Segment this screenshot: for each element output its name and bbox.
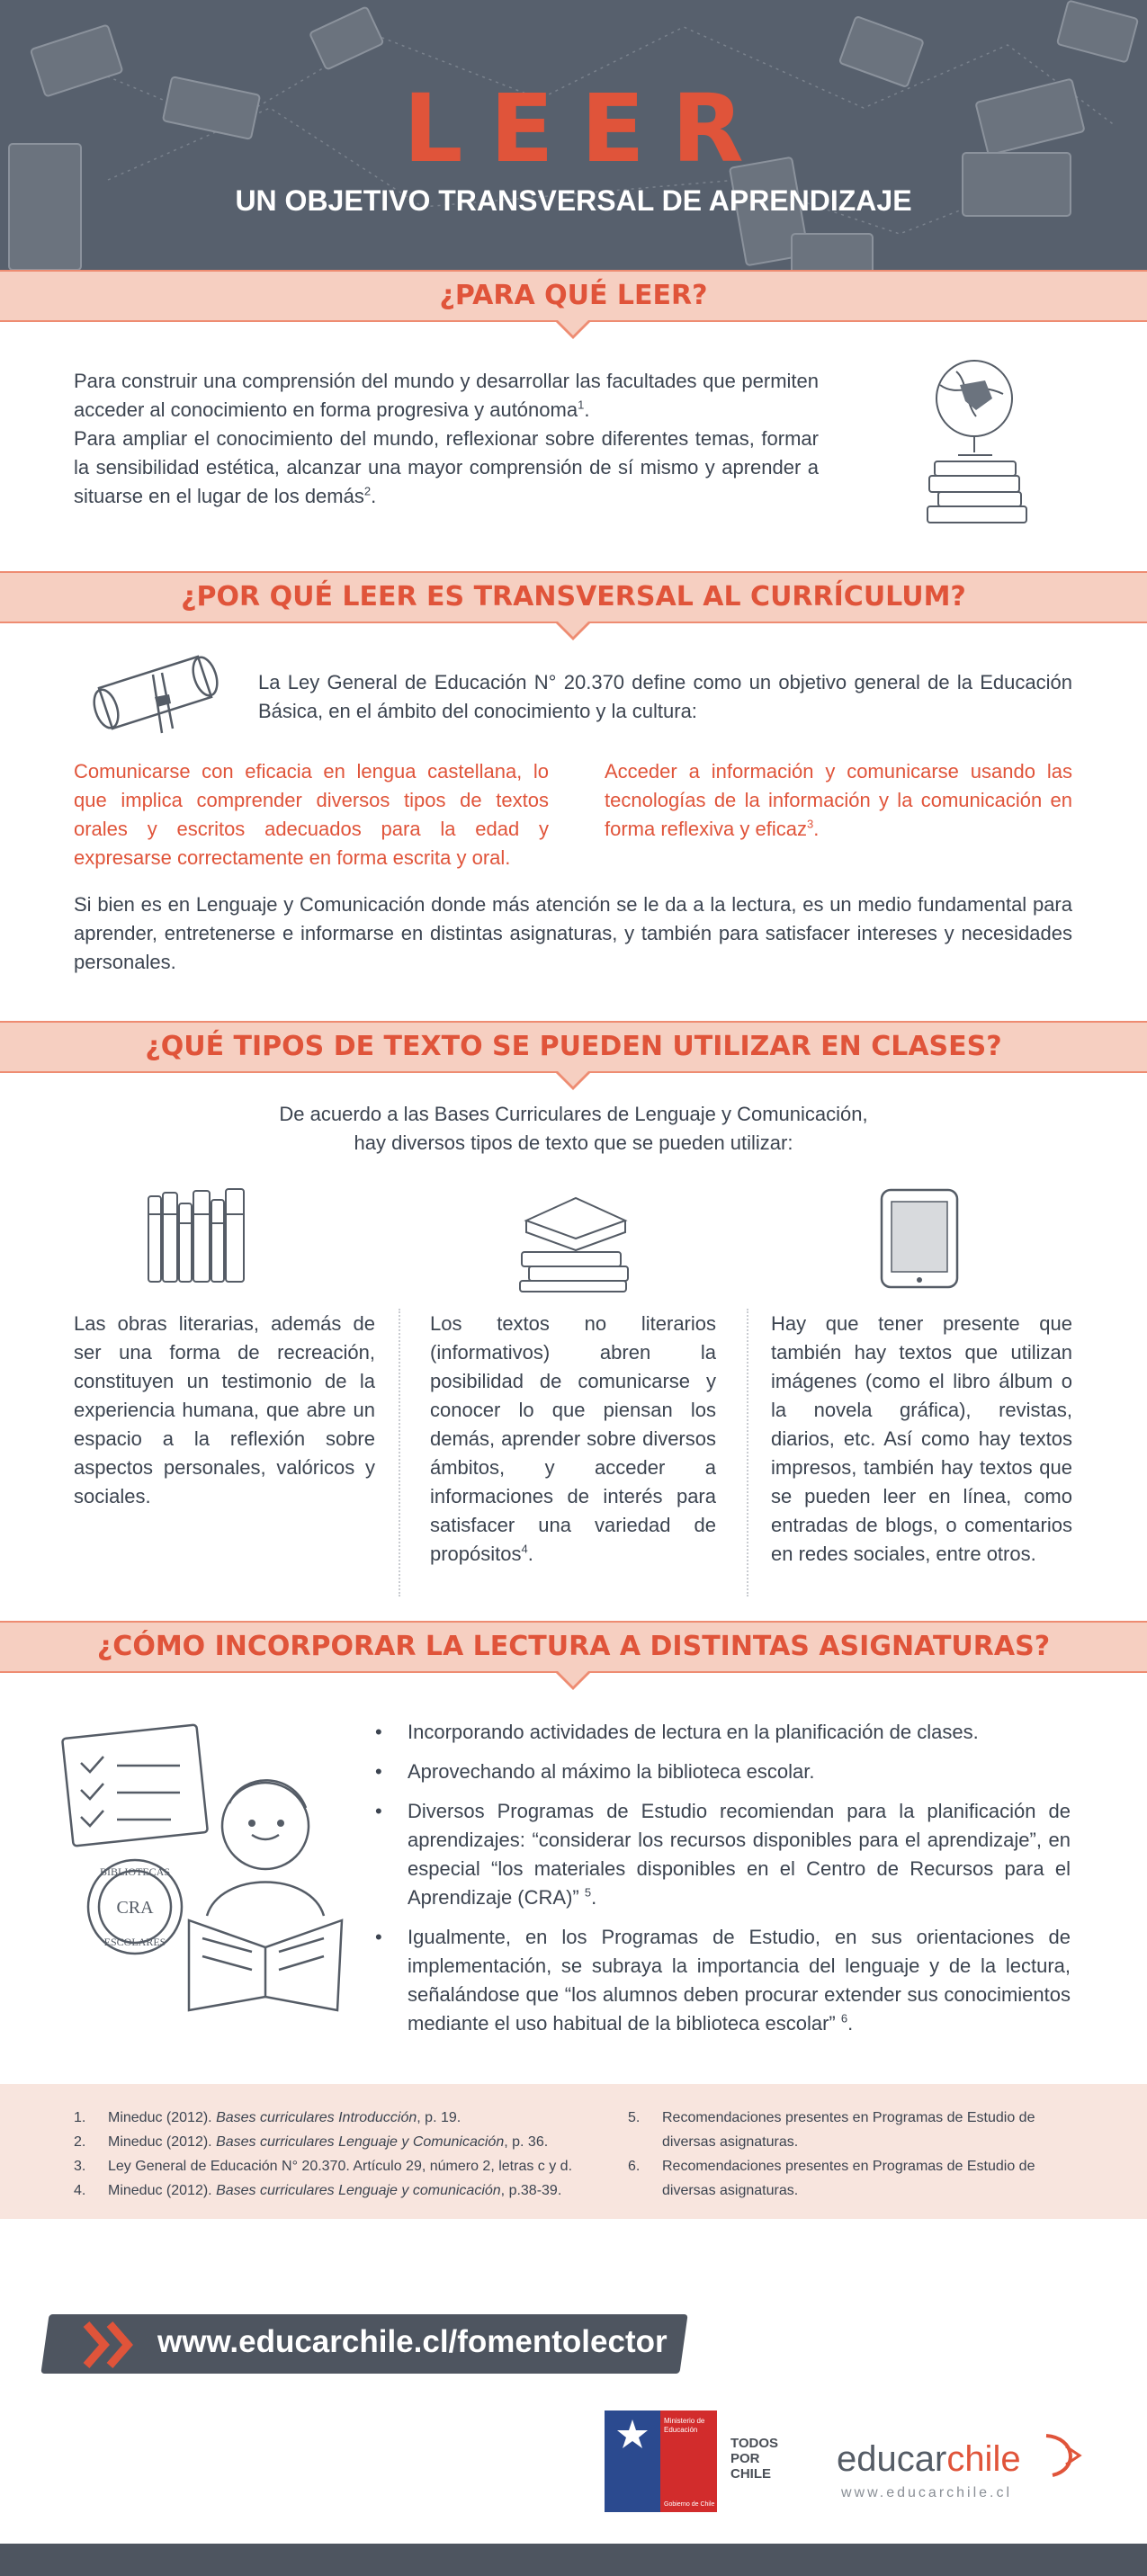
ministry-line-2: Educación [664, 2426, 698, 2434]
reference-6-cont: diversas asignaturas. [662, 2183, 799, 2198]
reference-text: Ley General de Educación N° 20.370. Artículo 29, número 2, letras c y d. [108, 2159, 573, 2174]
double-chevron-icon [83, 2321, 146, 2369]
educarchile-url: www.educarchile.cl [841, 2485, 1013, 2500]
incorporation-list [373, 1718, 1071, 2049]
reference-page: , p. 19. [417, 2110, 461, 2125]
tablet-icon [877, 1187, 963, 1291]
section-band-para-que-leer [0, 270, 1147, 322]
main-subtitle: UN OBJETIVO TRANSVERSAL DE APRENDIZAJE [235, 184, 912, 217]
list-item: • Diversos Programas de Estudio recomiendan para la planificación de aprendizajes: “considerar los recursos disponibles para el aprendizaje”, en especial “los materiales disponibles en el Centro de Recursos para el Aprendizaje (CRA)” $^5$. [373, 1797, 1071, 1912]
todos-line: TODOS [730, 2436, 779, 2451]
main-title: LEER [403, 74, 771, 183]
educar-word: educar [837, 2439, 947, 2479]
reference-1 [74, 2106, 461, 2130]
reference-number: 4. [74, 2183, 86, 2198]
text-type-informative-text: Los textos no literarios (informativos) abren la posibilidad de comunicarse y conocer lo que piensan los demás, aprender sobre diversos ámbitos, y acceder a informaciones de interés para satisfacer una variedad de propósitos [430, 1312, 716, 1565]
section2-intro: La Ley General de Educación N° 20.370 define como un objetivo general de la Educación Básica, en el ámbito del conocimiento y la cultura: [258, 671, 1072, 722]
chile-line: CHILE [730, 2466, 771, 2482]
reference-5 [628, 2106, 1035, 2130]
column-divider [747, 1309, 748, 1597]
por-line: POR [730, 2451, 760, 2466]
reference-text: Recomendaciones presentes en Programas de Estudio de [662, 2159, 1035, 2174]
section2-left-objective: Comunicarse con eficacia en lengua castellana, lo que implica comprender diversos tipos de textos orales y escritos adecuados para la edad y expresarse correctamente en forma escrita y oral. [74, 760, 549, 869]
reference-text: Mineduc (2012). [108, 2134, 217, 2150]
section-band-por-que-transversal [0, 571, 1147, 623]
educarchile-logo [837, 2439, 1021, 2480]
reference-number: 1. [74, 2110, 86, 2125]
hero-header [0, 0, 1147, 270]
student-reading-illustration [54, 1722, 351, 2019]
reference-number: 2. [74, 2134, 86, 2150]
reference-number: 5. [628, 2110, 641, 2125]
section2-right-objective: Acceder a información y comunicarse usando las tecnologías de la información y la comunicación en forma reflexiva y eficaz$^3$. [605, 760, 1072, 840]
footer-bar [0, 2544, 1147, 2576]
library-books-icon [144, 1187, 252, 1286]
footnote-ref: 5 [584, 1885, 592, 1900]
reference-number: 6. [628, 2159, 641, 2174]
section-heading: ¿CÓMO INCORPORAR LA LECTURA A DISTINTAS ASIGNATURAS? [96, 1631, 1051, 1662]
section1-paragraph-2: Para ampliar el conocimiento del mundo, reflexionar sobre diferentes temas, formar la sensibilidad estética, alcanzar una mayor comprensión de sí mismo y aprender a situarse en el lugar de los demás$^2$. [74, 427, 819, 507]
text-type-literary: Las obras literarias, además de ser una forma de recreación, constituyen un testimonio de la experiencia humana, que abre un espacio a la reflexión sobre aspectos personales, valóricos y sociales. [74, 1312, 375, 1507]
list-item [373, 1718, 1071, 1747]
reference-text: Recomendaciones presentes en Programas de Estudio de [662, 2110, 1035, 2125]
reference-title: Bases curriculares Introducción [216, 2110, 417, 2125]
band-arrow [558, 320, 588, 335]
section2-closing: Si bien es en Lenguaje y Comunicación donde más atención se le da a la lectura, es un medio fundamental para aprender, entretenerse e informarse en distintas asignaturas, y también para satisfacer intereses y necesidades personales. [74, 893, 1072, 973]
reference-title: Bases curriculares Lenguaje y comunicación [216, 2183, 501, 2198]
footnote-ref: 2 [363, 484, 372, 498]
list-item-text: Incorporando actividades de lectura en la planificación de clases. [408, 1721, 979, 1743]
section1-paragraph-1: Para construir una comprensión del mundo y desarrollar las facultades que permiten acceder al conocimiento en forma progresiva y autónoma$^1$. [74, 370, 819, 421]
reference-text: Mineduc (2012). [108, 2110, 217, 2125]
section1-p2-text: Para ampliar el conocimiento del mundo, reflexionar sobre diferentes temas, formar la sensibilidad estética, alcanzar una mayor comprensión de sí mismo y aprender a situarse en el lugar de los demás [74, 427, 819, 507]
reference-page: , p. 36. [504, 2134, 549, 2150]
ministerio-educacion-logo [605, 2411, 717, 2512]
bullet-dot: • [375, 1721, 382, 1743]
list-item-text: Aprovechando al máximo la biblioteca escolar. [408, 1760, 815, 1783]
stacked-books-icon [513, 1189, 639, 1292]
section2-right-text: Acceder a información y comunicarse usando las tecnologías de la información y la comunicación en forma reflexiva y eficaz [605, 760, 1072, 840]
section3-intro-line2: hay diversos tipos de texto que se pueden utilizar: [354, 1131, 793, 1154]
section-heading: ¿PARA QUÉ LEER? [439, 280, 708, 311]
band-arrow [558, 1071, 588, 1087]
list-item: • Igualmente, en los Programas de Estudio, en sus orientaciones de implementación, se subraya la importancia del lenguaje y de la lectura, señalándose que “los alumnos deben procurar extender sus conocimientos mediante el uso habitual de la biblioteca escolar” $^6$. [373, 1923, 1071, 2038]
section-band-como-incorporar [0, 1621, 1147, 1673]
section1-p1-text: Para construir una comprensión del mundo y desarrollar las facultades que permiten acceder al conocimiento en forma progresiva y autónoma [74, 370, 819, 421]
text-type-informative: Los textos no literarios (informativos) abren la posibilidad de comunicarse y conocer lo que piensan los demás, aprender sobre diversos ámbitos, y acceder a informaciones de interés para satisfacer una variedad de propósitos$^4$. [430, 1312, 716, 1565]
reference-text: Mineduc (2012). [108, 2183, 217, 2198]
globe-on-books-icon [922, 349, 1030, 529]
reference-2 [74, 2131, 548, 2154]
bullet-dot: • [375, 1800, 382, 1822]
reference-5-cont: diversas asignaturas. [662, 2134, 799, 2150]
website-link[interactable]: www.educarchile.cl/fomentolector [157, 2324, 668, 2359]
bullet-dot: • [375, 1926, 382, 1948]
todos-por-chile-logo [730, 2436, 778, 2482]
section-heading: ¿POR QUÉ LEER ES TRANSVERSAL AL CURRÍCULUM? [181, 581, 966, 613]
educarchile-swoosh-icon [1039, 2428, 1084, 2482]
reference-number: 3. [74, 2159, 86, 2174]
stamp-top-text: BIBLIOTECAS [100, 1865, 170, 1878]
stamp-bottom-text: ESCOLARES [103, 1936, 166, 1948]
footnote-ref: 1 [578, 398, 585, 412]
stamp-center-text: CRA [116, 1898, 154, 1918]
chile-word: chile [946, 2439, 1021, 2479]
bullet-dot: • [375, 1760, 382, 1783]
footnote-ref: 3 [806, 817, 814, 831]
ministry-line-1: Ministerio de [664, 2417, 705, 2425]
band-arrow [558, 622, 588, 637]
list-item [373, 1758, 1071, 1786]
section-heading: ¿QUÉ TIPOS DE TEXTO SE PUEDEN UTILIZAR EN CLASES? [145, 1031, 1002, 1062]
footnote-ref: 6 [840, 2011, 848, 2026]
band-arrow [558, 1671, 588, 1686]
reference-page: , p.38-39. [500, 2183, 562, 2198]
reference-6 [628, 2155, 1035, 2178]
list-item-text: Diversos Programas de Estudio recomiendan para la planificación de aprendizajes: “considerar los recursos disponibles para el aprendizaje”, en especial “los materiales disponibles en el Centro de Recursos para el Aprendizaje (CRA)” [408, 1800, 1071, 1909]
list-item-text: Igualmente, en los Programas de Estudio, en sus orientaciones de implementación, se subraya la importancia del lenguaje y de la lectura, señalándose que “los alumnos deben procurar extender sus conocimientos mediante el uso habitual de la biblioteca escolar” [408, 1926, 1071, 2035]
reference-title: Bases curriculares Lenguaje y Comunicación [216, 2134, 505, 2150]
gov-label: Gobierno de Chile [664, 2501, 715, 2508]
column-divider [399, 1309, 400, 1597]
footnote-ref: 4 [521, 1542, 528, 1556]
reference-3 [74, 2155, 572, 2178]
text-type-images-digital: Hay que tener presente que también hay textos que utilizan imágenes (como el libro álbum o la novela gráfica), revistas, diarios, etc. Así como hay textos impresos, también hay textos que se pueden leer en línea, como entradas de blogs, o comentarios en redes sociales, entre otros. [771, 1312, 1072, 1565]
section3-intro-line1: De acuerdo a las Bases Curriculares de Lenguaje y Comunicación, [279, 1103, 868, 1125]
reference-4 [74, 2179, 561, 2203]
references-panel [0, 2084, 1147, 2219]
section-band-tipos-de-texto [0, 1021, 1147, 1073]
diploma-scroll-icon [90, 648, 225, 747]
